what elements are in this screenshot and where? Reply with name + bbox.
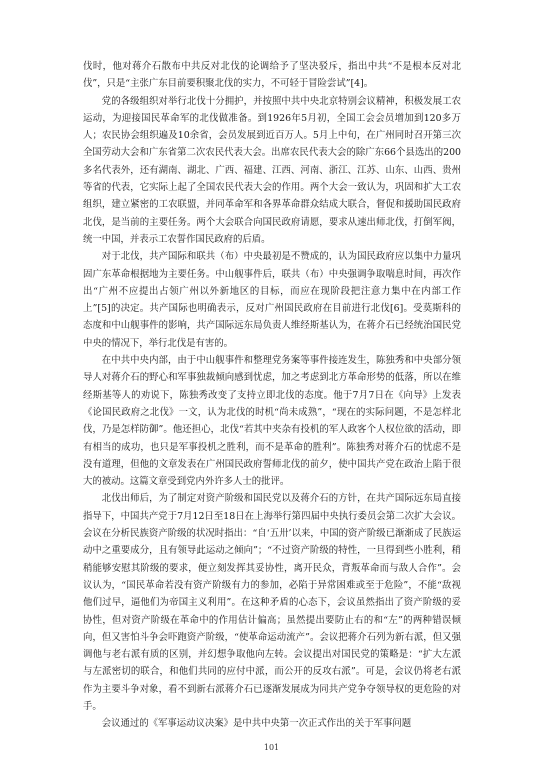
- paragraph-chen-duxiu: 在中共中央内部，由于中山舰事件和整理党务案等事件接连发生，陈独秀和中央部分领导人对蒋介石的野心和军事独裁倾向感到忧虑，加之考虑到北方革命形势的低落，所以在维经斯基等人的劝说下，陈独秀改变了支持立即北伐的态度。他于7月7日在《向导》上发表《论国民政府之北伐》一文，认为北伐的时机“尚未成熟”，“现在的实际问题，不是怎样北伐，乃是怎样防御”。他还担心，北伐“若其中夹杂有投机的军人政客个人权位欲的活动，即有相当的成功，也只是军事投机之胜利，而不是革命的胜利”。陈独秀对蒋介石的忧虑不是没有道理，但他的文章发表在广州国民政府誓师北伐的前夕，使中国共产党在政治上陷于很大的被动。这篇文章受到党内外许多人士的批评。: [83, 355, 461, 488]
- paragraph-military-resolution: 会议通过的《军事运动议决案》是中共中央第一次正式作出的关于军事问题: [101, 718, 412, 730]
- paragraph-enlarged-meeting: 北伐出师后，为了制定对资产阶级和国民党以及蒋介石的方针，在共产国际远东局直接指导下，中国共产党于7月12日至18日在上海举行第四届中央执行委员会第二次扩大会议。会议在分析民族资产阶级的状况时指出：“自‘五卅’以来，中国的资产阶级已渐渐成了民族运动中之重要成分，且有领导此运动之倾向”；“不过资产阶级的特性，一旦得到些小胜利，稍稍能够安慰其阶级的要求，便立刻发挥其妥协性，离开民众，背叛革命而与敌人合作”。会议认为，“国民革命若没有资产阶级有力的参加，必陷于异常困难或至于危险”，不能“敌视他们过早，逼他们为帝国主义利用”。在这种矛盾的心态下，会议虽然指出了资产阶级的妥协性，但对资产阶级在革命中的作用估计偏高；虽然提出要防止右的和“左”的两种错误倾向，但又害怕斗争会吓跑资产阶级，“使革命运动流产”。会议把蒋介石列为新右派，但又强调他与老右派有质的区别，并幻想争取他向左转。会议提出对国民党的策略是：“扩大左派与左派密切的联合，和他们共同的应付中派，而公开的反攻右派”。可是，会议仍将老右派作为主要斗争对象，看不到新右派蒋介石已逐渐发展成为同共产党争夺领导权的更危险的对手。: [83, 493, 461, 712]
- paragraph-continuation: 伐时，他对蒋介石散布中共反对北伐的论调给予了坚决驳斥，指出中共“不是根本反对北伐”，只是“主张广东目前要积聚北伐的实力，不可轻于冒险尝试”[4]。: [83, 61, 461, 90]
- body-text: [83, 58, 461, 733]
- paragraph-party-organizations: 党的各级组织对举行北伐十分拥护，并按照中共中央北京特别会议精神，积极发展工农运动，为迎接国民革命军的北伐做准备。到1926年5月初，全国工会会员增加到120多万人；农民协会组织遍及10余省，会员发展到近百万人。5月上中旬，在广州同时召开第三次全国劳动大会和广东省第二次农民代表大会。出席农民代表大会的除广东66个县选出的200多名代表外，还有湖南、湖北、广西、福建、江西、河南、浙江、江苏、山东、山西、贵州等省的代表，它实际上起了全国农民代表大会的作用。两个大会一致认为，巩固和扩大工农组织，建立紧密的工农联盟，并同革命军和各界革命群众结成大联合，督促和援助国民政府北伐，是当前的主要任务。两个大会联合向国民政府请愿，要求从速出师北伐，打倒军阀，统一中国，并表示工农誓作国民政府的后盾。: [83, 95, 461, 245]
- paragraph-comintern-stance: 对于北伐，共产国际和联共（布）中央最初是不赞成的，认为国民政府应以集中力量巩固广东革命根据地为主要任务。中山舰事件后，联共（布）中央强调争取喘息时间，再次作出“广州不应提出占领广州以外新地区的目标，而应在现阶段把注意力集中在内部工作上”[5]的决定。共产国际也明确表示，反对广州国民政府在目前进行北伐[6]。受莫斯科的态度和中山舰事件的影响，共产国际远东局负责人维经斯基认为，在蒋介石已经统治国民党中央的情况下，举行北伐是有害的。: [83, 251, 461, 349]
- page-number: 101: [263, 743, 280, 752]
